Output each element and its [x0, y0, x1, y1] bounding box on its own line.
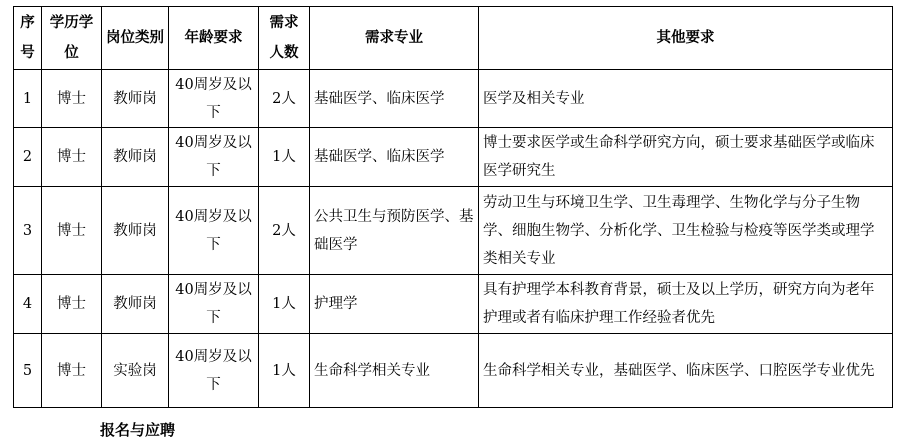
- cell-other: 具有护理学本科教育背景，硕士及以上学历，研究方向为老年护理或者有临床护理工作经验者优先: [479, 275, 893, 334]
- cell-degree: 博士: [42, 128, 102, 187]
- cell-major: 基础医学、临床医学: [310, 128, 479, 187]
- header-count: 需求人数: [259, 7, 310, 70]
- cell-post-type: 教师岗: [102, 187, 169, 275]
- table-row: [14, 275, 893, 334]
- cell-count: 1人: [259, 275, 310, 334]
- cell-index: 3: [14, 187, 42, 275]
- cell-age: 40周岁及以下: [169, 334, 259, 408]
- cell-post-type: 教师岗: [102, 70, 169, 128]
- cell-count: 1人: [259, 128, 310, 187]
- header-index: 序号: [14, 7, 42, 70]
- cell-index: 2: [14, 128, 42, 187]
- cell-count: 1人: [259, 334, 310, 408]
- cell-post-type: 教师岗: [102, 275, 169, 334]
- cell-age: 40周岁及以下: [169, 70, 259, 128]
- cell-index: 1: [14, 70, 42, 128]
- cell-age: 40周岁及以下: [169, 187, 259, 275]
- cell-other: 劳动卫生与环境卫生学、卫生毒理学、生物化学与分子生物学、细胞生物学、分析化学、卫生检验与检疫等医学类或理学类相关专业: [479, 187, 893, 275]
- cell-degree: 博士: [42, 70, 102, 128]
- cell-count: 2人: [259, 70, 310, 128]
- cell-other: 生命科学相关专业，基础医学、临床医学、口腔医学专业优先: [479, 334, 893, 408]
- table-header-row: [14, 7, 893, 70]
- cell-index: 5: [14, 334, 42, 408]
- cell-index: 4: [14, 275, 42, 334]
- cell-major: 生命科学相关专业: [310, 334, 479, 408]
- cell-degree: 博士: [42, 334, 102, 408]
- header-degree: 学历学位: [42, 7, 102, 70]
- table-row: [14, 187, 893, 275]
- cell-other: 医学及相关专业: [479, 70, 893, 128]
- cell-major: 基础医学、临床医学: [310, 70, 479, 128]
- header-age: 年龄要求: [169, 7, 259, 70]
- cell-count: 2人: [259, 187, 310, 275]
- header-other: 其他要求: [479, 7, 893, 70]
- cell-degree: 博士: [42, 275, 102, 334]
- recruitment-table: [13, 6, 893, 408]
- table-row: [14, 128, 893, 187]
- cell-post-type: 实验岗: [102, 334, 169, 408]
- cell-degree: 博士: [42, 187, 102, 275]
- header-post-type: 岗位类别: [102, 7, 169, 70]
- cell-other: 博士要求医学或生命科学研究方向，硕士要求基础医学或临床医学研究生: [479, 128, 893, 187]
- table-row: [14, 334, 893, 408]
- cell-major: 公共卫生与预防医学、基础医学: [310, 187, 479, 275]
- table-row: [14, 70, 893, 128]
- cell-age: 40周岁及以下: [169, 275, 259, 334]
- cell-major: 护理学: [310, 275, 479, 334]
- cell-post-type: 教师岗: [102, 128, 169, 187]
- section-heading-partial: 报名与应聘: [100, 421, 176, 439]
- header-major: 需求专业: [310, 7, 479, 70]
- cell-age: 40周岁及以下: [169, 128, 259, 187]
